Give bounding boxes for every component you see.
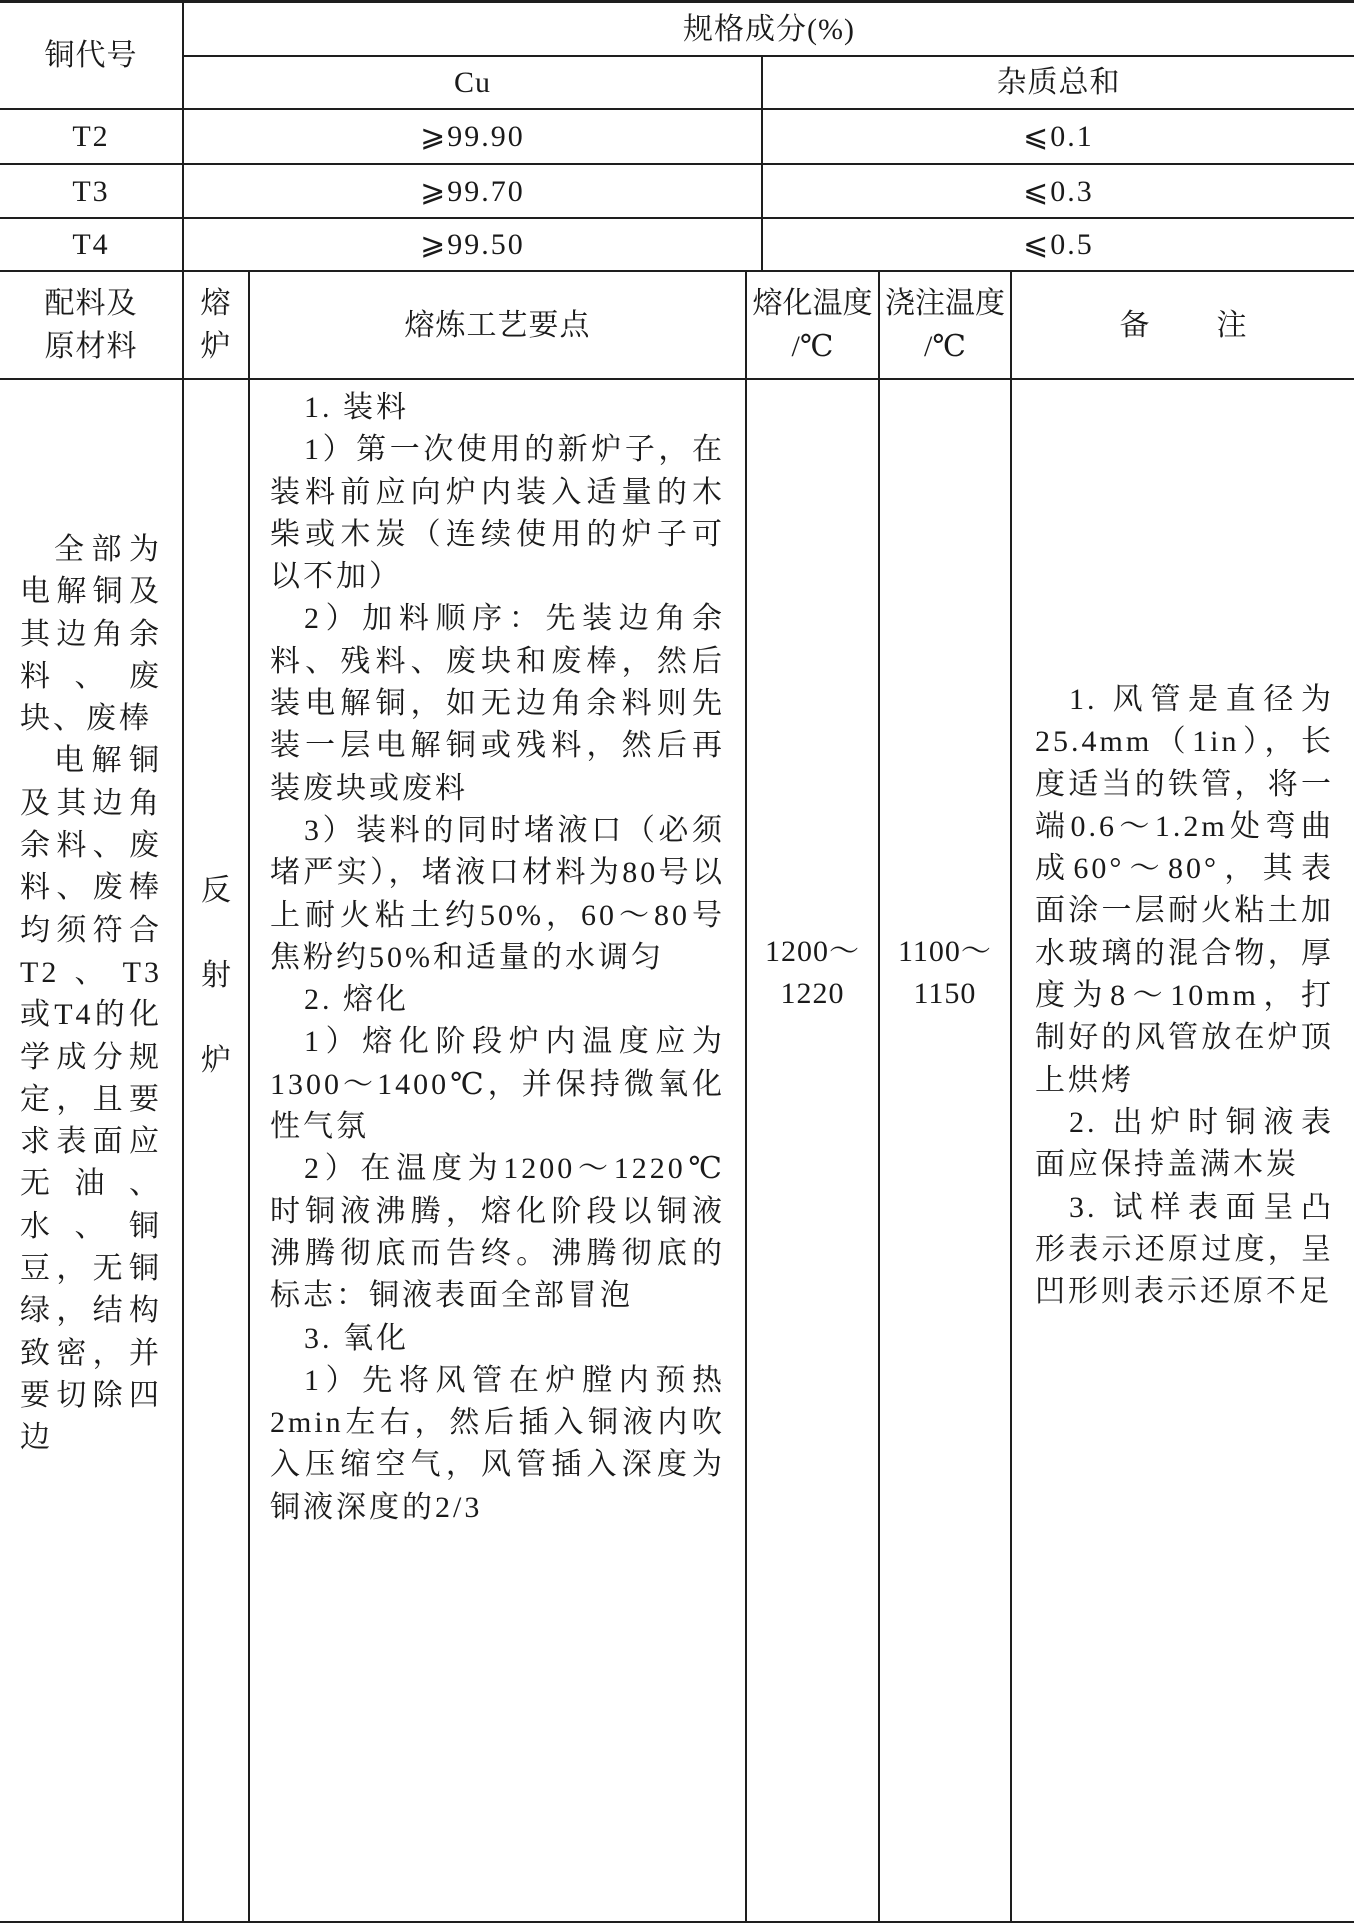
note-text: 2. 出炉时铜液表面应保持盖满木炭 [1035,1105,1334,1182]
impurity-value: ⩽0.3 [1023,174,1094,208]
grade-value: T3 [72,174,110,208]
grade-value: T2 [72,120,110,153]
melt-temp-value: 1200～1220 [765,935,860,1011]
furnace-cell [184,380,248,1921]
note-text: 3. 试样表面呈凸形表示还原过度，呈凹形则表示还原不足 [1035,1190,1334,1309]
materials-header-line: 配料及 [44,287,138,320]
cu-value: ⩾99.90 [420,120,525,153]
note-text: 1. 风管是直径为25.4mm（1in），长度适当的铁管，将一端0.6～1.2m处弯曲成60°～80°，其表面涂一层耐火粘土加水玻璃的混合物，厚度为8～10mm，打制好的风管放在炉顶上烘烤 [1035,683,1334,1097]
process-step-heading: 2. 熔化 [304,983,409,1017]
process-step-heading: 1. 装料 [304,391,409,424]
process-step-text: 2）在温度为1200～1220℃时铜液沸腾，熔化阶段以铜液沸腾彻底而告终。沸腾彻底的标志：铜液表面全部冒泡 [270,1152,725,1313]
impurity-header: 杂质总和 [996,66,1121,99]
process-step-text: 2）加料顺序：先装边角余料、残料、废块和废棒，然后装电解铜，如无边角余料则先装一层电解铜或残料，然后再装废块或废料 [270,602,725,805]
pour-temp-header-cell [880,272,1010,378]
cu-cell [184,165,761,217]
impurity-header-cell [763,57,1354,108]
materials-text: 全部为电解铜及其边角余料、废块、废棒 [20,533,162,736]
cu-cell [184,219,761,270]
melt-temp-header-line: 熔化温度 [752,287,873,320]
impurity-cell [763,165,1354,217]
notes-header-cell [1012,272,1354,378]
melt-temp-header-line: /℃ [791,330,834,363]
furnace-header-cell [184,272,248,378]
materials-cell [0,380,182,1921]
grade-cell [0,165,182,217]
table-bottom-rule [0,1921,1354,1923]
cu-value: ⩾99.70 [420,174,525,208]
furnace-header-line: 熔 [200,287,232,320]
pour-temp-cell [880,380,1010,1921]
furnace-header-line: 炉 [200,330,232,363]
notes-cell [1012,380,1354,1921]
pour-temp-value: 1100～1150 [898,935,992,1011]
process-cell [250,380,745,1921]
grade-header: 铜代号 [44,39,138,72]
process-header: 熔炼工艺要点 [404,308,591,342]
impurity-value: ⩽0.1 [1023,120,1094,153]
grade-cell [0,219,182,270]
impurity-value: ⩽0.5 [1023,228,1094,261]
cu-header: Cu [453,66,491,99]
notes-header: 备注 [1119,308,1314,342]
melt-temp-header-cell [747,272,878,378]
composition-header: 规格成分(%) [683,12,855,46]
process-step-heading: 3. 氧化 [304,1321,409,1355]
melt-temp-cell [747,380,878,1921]
materials-header-cell [0,272,182,378]
cu-cell [184,110,761,163]
materials-text: 电解铜及其边角余料、废料、废棒均须符合T2、T3或T4的化学成分规定，且要求表面应无油、水、铜豆，无铜绿，结构致密，并要切除四边 [20,744,162,1455]
cu-value: ⩾99.50 [420,228,525,261]
grade-cell [0,110,182,163]
process-step-text: 1）第一次使用的新炉子，在装料前应向炉内装入适量的木柴或木炭（连续使用的炉子可以不加） [270,433,725,594]
pour-temp-header-line: 浇注温度 [885,287,1005,320]
grade-header-cell [0,3,182,108]
composition-header-cell [184,3,1354,55]
cu-header-cell [184,57,761,108]
furnace-type: 反射炉 [201,874,231,1077]
process-step-text: 1）先将风管在炉膛内预热2min左右，然后插入铜液内吹入压缩空气，风管插入深度为铜液深度的2/3 [270,1363,725,1524]
process-step-text: 1）熔化阶段炉内温度应为1300～1400℃，并保持微氧化性气氛 [270,1025,725,1144]
pour-temp-header-line: /℃ [924,330,966,363]
process-step-text: 3）装料的同时堵液口（必须堵严实），堵液口材料为80号以上耐火粘土约50%，60～80号焦粉约50%和适量的水调匀 [270,813,725,974]
materials-header-line: 原材料 [44,330,138,363]
grade-value: T4 [72,228,110,261]
process-header-cell [250,272,745,378]
impurity-cell [763,219,1354,270]
impurity-cell [763,110,1354,163]
